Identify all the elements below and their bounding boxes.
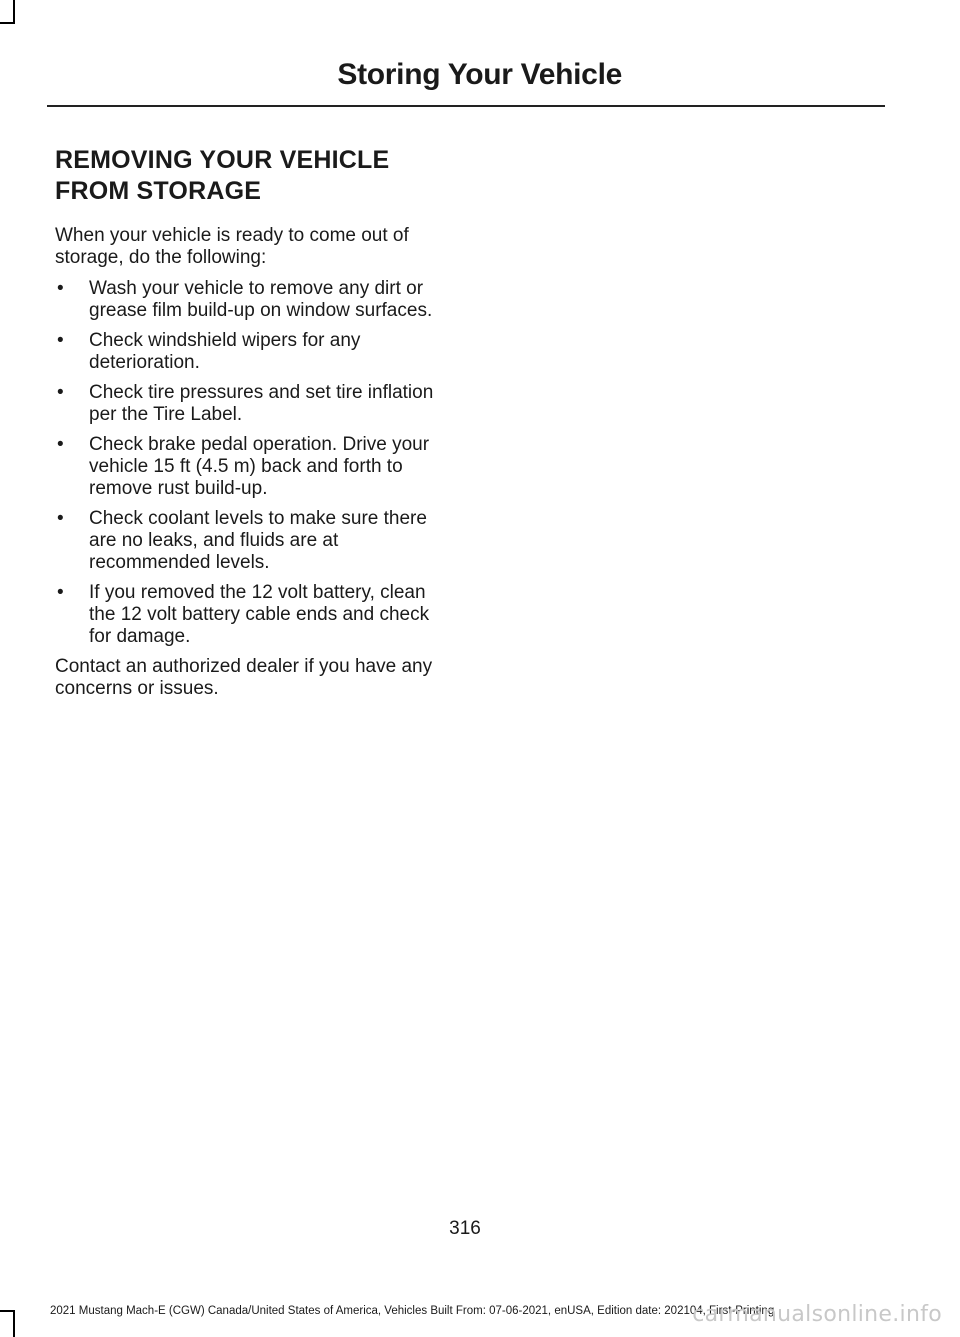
bullet-icon: • xyxy=(57,434,64,455)
list-item-text: Check brake pedal operation. Drive your vehicle 15 ft (4.5 m) back and forth to remove rust build-up. xyxy=(89,434,430,499)
watermark: carmanualsonline.info xyxy=(692,1302,942,1327)
list-item xyxy=(55,508,455,574)
list-item xyxy=(55,582,455,648)
section-heading-line-2: FROM STORAGE xyxy=(55,177,262,205)
main-content xyxy=(55,145,455,709)
bullet-icon: • xyxy=(57,330,64,351)
bullet-icon: • xyxy=(57,278,64,299)
list-item-text: Wash your vehicle to remove any dirt or grease film build-up on window surfaces. xyxy=(89,278,433,321)
list-item-text: Check tire pressures and set tire inflation per the Tire Label. xyxy=(89,382,434,425)
page-title: Storing Your Vehicle xyxy=(337,58,622,91)
list-item xyxy=(55,278,455,322)
list-item xyxy=(55,382,455,426)
crop-mark-top-left-horizontal xyxy=(0,22,15,24)
page-number: 316 xyxy=(449,1218,481,1239)
bullet-icon: • xyxy=(57,582,64,603)
crop-mark-bottom-left-vertical xyxy=(13,1310,15,1337)
closing-paragraph: Contact an authorized dealer if you have any concerns or issues. xyxy=(55,656,433,699)
bullet-icon: • xyxy=(57,508,64,529)
crop-mark-bottom-left-horizontal xyxy=(0,1310,15,1312)
header-divider xyxy=(47,105,885,107)
list-item-text: If you removed the 12 volt battery, clean the 12 volt battery cable ends and check for damage. xyxy=(89,582,430,647)
list-item xyxy=(55,434,455,500)
list-item-text: Check coolant levels to make sure there are no leaks, and fluids are at recommended levels. xyxy=(89,508,427,573)
section-heading-line-1: REMOVING YOUR VEHICLE xyxy=(55,146,390,174)
bullet-icon: • xyxy=(57,382,64,403)
intro-paragraph: When your vehicle is ready to come out of storage, do the following: xyxy=(55,225,409,268)
crop-mark-top-left-vertical xyxy=(13,0,15,24)
list-item-text: Check windshield wipers for any deterioration. xyxy=(89,330,361,373)
footer-edition-info: 2021 Mustang Mach-E (CGW) Canada/United States of America, Vehicles Built From: 07-06-2021, enUSA, Edition date: 202104, First-Printing xyxy=(50,1305,775,1317)
list-item xyxy=(55,330,455,374)
storage-checklist xyxy=(55,278,455,648)
section-heading xyxy=(55,145,455,207)
